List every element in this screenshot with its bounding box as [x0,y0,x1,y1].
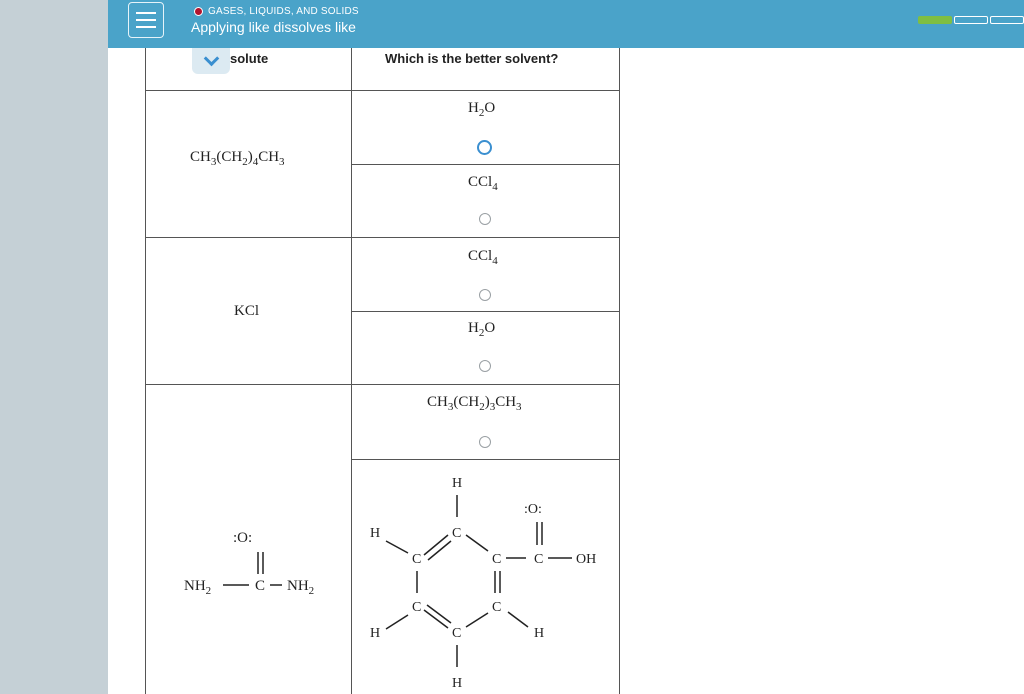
collapse-button[interactable] [192,48,230,74]
urea-nh2-right: $NH_2$ [287,578,315,597]
grid-line [145,384,620,385]
bond [466,613,488,627]
atom-h: H [534,626,545,641]
bond [466,535,488,551]
atom-c: C [412,552,422,567]
menu-icon-bar [136,26,156,28]
column-header-solute: solute [230,51,269,66]
option-label: $CH_3(CH_2)_3CH_3$ [427,394,522,413]
atom-c: C [412,600,422,615]
bond [508,612,528,627]
grid-line [145,90,620,91]
benzoic-acid-structure [352,465,620,694]
radio-option[interactable] [479,289,491,301]
atom-h: H [370,626,381,641]
bond [386,541,408,553]
atom-o: :O: [524,502,542,517]
progress-segment [954,16,988,24]
radio-option[interactable] [479,436,491,448]
bond [424,610,448,628]
grid-line [351,459,620,460]
page-title: Applying like dissolves like [191,19,356,35]
urea-carbon: C [255,578,266,594]
atom-c: C [492,600,502,615]
bond [386,615,408,629]
topic-label: GASES, LIQUIDS, AND SOLIDS [208,5,359,17]
grid-line [145,237,620,238]
bond [428,541,451,560]
option-label: CCl$_4$ [468,248,498,267]
radio-option[interactable] [479,360,491,372]
atom-c: C [452,526,462,541]
radio-option[interactable] [479,213,491,225]
progress-bar [918,16,1024,24]
topic-status-icon [194,7,203,16]
solute-hexane: $CH_3(CH_2)_4CH_3$ [190,149,285,168]
atom-c: C [534,552,544,567]
atom-c: C [492,552,502,567]
grid-line [351,164,620,165]
topic-row [194,4,359,18]
atom-c: C [452,626,462,641]
solute-kcl: KCl [234,303,260,319]
menu-icon-bar [136,19,156,21]
chevron-down-icon [203,51,219,67]
option-label: $H_2O$ [468,320,496,339]
urea-oxygen: :O: [233,530,253,546]
atom-h: H [452,476,463,491]
bond [424,535,448,555]
urea-nh2-left: $NH_2$ [184,578,212,597]
bond [427,605,451,623]
atom-h: H [370,526,381,541]
grid-line [351,311,620,312]
menu-button[interactable] [128,2,164,38]
menu-icon-bar [136,12,156,14]
atom-oh: OH [576,552,597,567]
left-sidebar [0,0,108,694]
atom-h: H [452,676,463,691]
progress-segment [990,16,1024,24]
option-label: CCl$_4$ [468,174,498,193]
option-label: $H_2O$ [468,100,496,119]
column-header-solvent: Which is the better solvent? [385,51,559,66]
urea-structure [145,510,351,620]
radio-option[interactable] [477,140,492,155]
progress-segment [918,16,952,24]
